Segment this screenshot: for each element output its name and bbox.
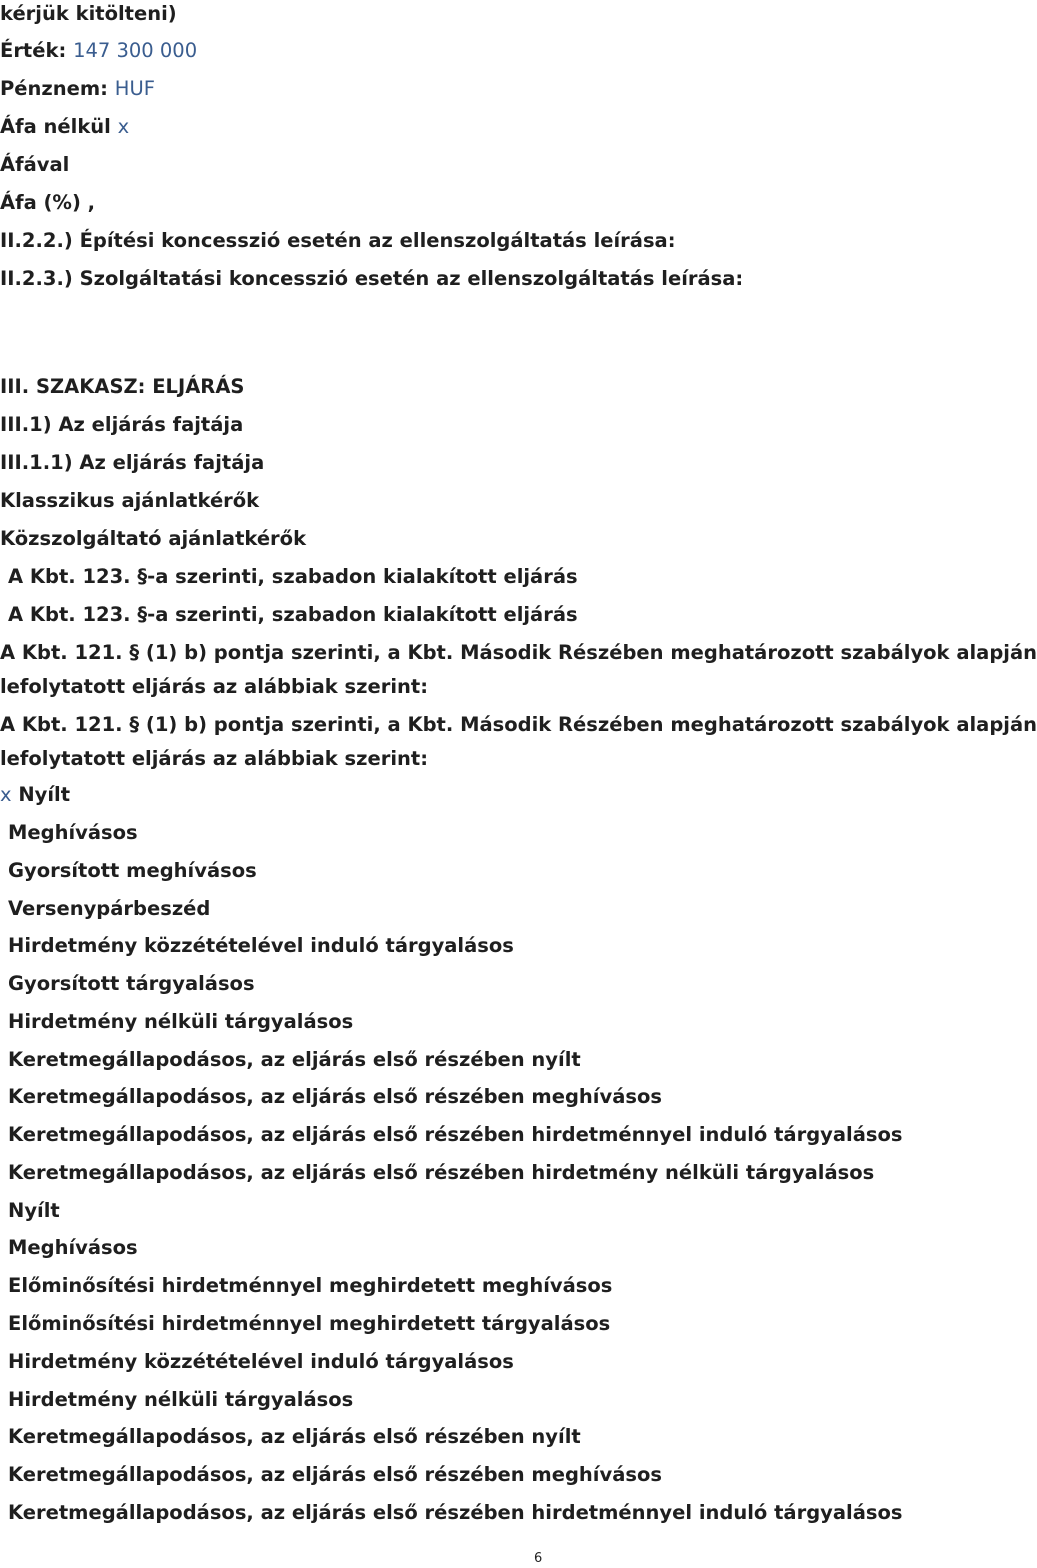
kbt-121-text: § (1) b) pontja szerinti, a Kbt.: [129, 713, 454, 736]
kbt-123-text: §-a szerinti, szabadon kialakított eljárás: [137, 565, 578, 588]
selected-mark: x: [0, 783, 12, 806]
procedure-item: Hirdetmény közzétételével induló tárgyalásos: [8, 934, 514, 957]
classic-contracting-authorities: Klasszikus ajánlatkérők: [0, 489, 260, 512]
page-number: 6: [534, 1551, 543, 1566]
value-row: [0, 37, 197, 65]
procedure-item: Keretmegállapodásos, az eljárás első részében hirdetmény nélküli tárgyalásos: [8, 1161, 875, 1184]
kbt-121-row-2: [0, 711, 1037, 739]
section-ii-2-3-heading: II.2.3.) Szolgáltatási koncesszió esetén az ellenszolgáltatás leírása:: [0, 267, 744, 290]
procedure-item: Hirdetmény nélküli tárgyalásos: [8, 1010, 354, 1033]
procedure-item: Keretmegállapodásos, az eljárás első részében nyílt: [8, 1425, 581, 1448]
kbt-121-continuation: Második Részében meghatározott szabályok alapján: [460, 713, 1037, 736]
procedure-item: Keretmegállapodásos, az eljárás első részében meghívásos: [8, 1463, 662, 1486]
kbt-121-row-2-tail: lefolytatott eljárás az alábbiak szerint:: [0, 747, 429, 770]
kbt-121-ref: A Kbt. 121.: [0, 641, 123, 664]
kbt-123-ref: A Kbt. 123.: [8, 565, 131, 588]
section-ii-2-2-heading: II.2.2.) Építési koncesszió esetén az ellenszolgáltatás leírása:: [0, 229, 676, 252]
procedure-item: Előminősítési hirdetménnyel meghirdetett tárgyalásos: [8, 1312, 611, 1335]
value-amount: 147 300 000: [73, 39, 198, 62]
section-iii-title: III. SZAKASZ: ELJÁRÁS: [0, 375, 245, 398]
procedure-open-selected-row: [0, 781, 70, 809]
vat-included-label: Áfával: [0, 153, 70, 176]
utility-contracting-authorities: Közszolgáltató ajánlatkérők: [0, 527, 307, 550]
currency-label: Pénznem:: [0, 77, 108, 100]
procedure-item: Versenypárbeszéd: [8, 897, 211, 920]
procedure-open-label: Nyílt: [18, 783, 71, 806]
kbt-121-row-1: [0, 639, 1037, 667]
procedure-item: Meghívásos: [8, 1236, 138, 1259]
kbt-123-ref: A Kbt. 123.: [8, 603, 131, 626]
procedure-item: Gyorsított tárgyalásos: [8, 972, 255, 995]
procedure-item: Keretmegállapodásos, az eljárás első részében nyílt: [8, 1048, 581, 1071]
currency-value: HUF: [114, 77, 155, 100]
vat-percent-label: Áfa (%) ,: [0, 191, 96, 214]
kbt-123-text: §-a szerinti, szabadon kialakított eljárás: [137, 603, 578, 626]
procedure-item: Keretmegállapodásos, az eljárás első részében hirdetménnyel induló tárgyalásos: [8, 1501, 903, 1524]
section-iii-1-1-heading: III.1.1) Az eljárás fajtája: [0, 451, 265, 474]
currency-row: [0, 75, 155, 103]
kbt-121-text: § (1) b) pontja szerinti, a Kbt.: [129, 641, 454, 664]
kbt-121-ref: A Kbt. 121.: [0, 713, 123, 736]
section-iii-1-heading: III.1) Az eljárás fajtája: [0, 413, 244, 436]
procedure-item: Nyílt: [8, 1199, 60, 1222]
text-intro-line: kérjük kitölteni): [0, 2, 177, 25]
kbt-121-continuation: Második Részében meghatározott szabályok alapján: [460, 641, 1037, 664]
procedure-item: Hirdetmény közzétételével induló tárgyalásos: [8, 1350, 514, 1373]
kbt-123-row-1: [8, 563, 578, 591]
procedure-item: Hirdetmény nélküli tárgyalásos: [8, 1388, 354, 1411]
procedure-item: Meghívásos: [8, 821, 138, 844]
kbt-121-row-1-tail: lefolytatott eljárás az alábbiak szerint:: [0, 675, 429, 698]
vat-excluded-label: Áfa nélkül: [0, 115, 111, 138]
kbt-123-row-2: [8, 601, 578, 629]
procedure-item: Keretmegállapodásos, az eljárás első részében hirdetménnyel induló tárgyalásos: [8, 1123, 903, 1146]
vat-excluded-row: [0, 113, 129, 141]
vat-excluded-mark: x: [117, 115, 130, 138]
value-label: Érték:: [0, 39, 67, 62]
procedure-item: Keretmegállapodásos, az eljárás első részében meghívásos: [8, 1085, 662, 1108]
procedure-item: Előminősítési hirdetménnyel meghirdetett meghívásos: [8, 1274, 613, 1297]
procedure-item: Gyorsított meghívásos: [8, 859, 257, 882]
